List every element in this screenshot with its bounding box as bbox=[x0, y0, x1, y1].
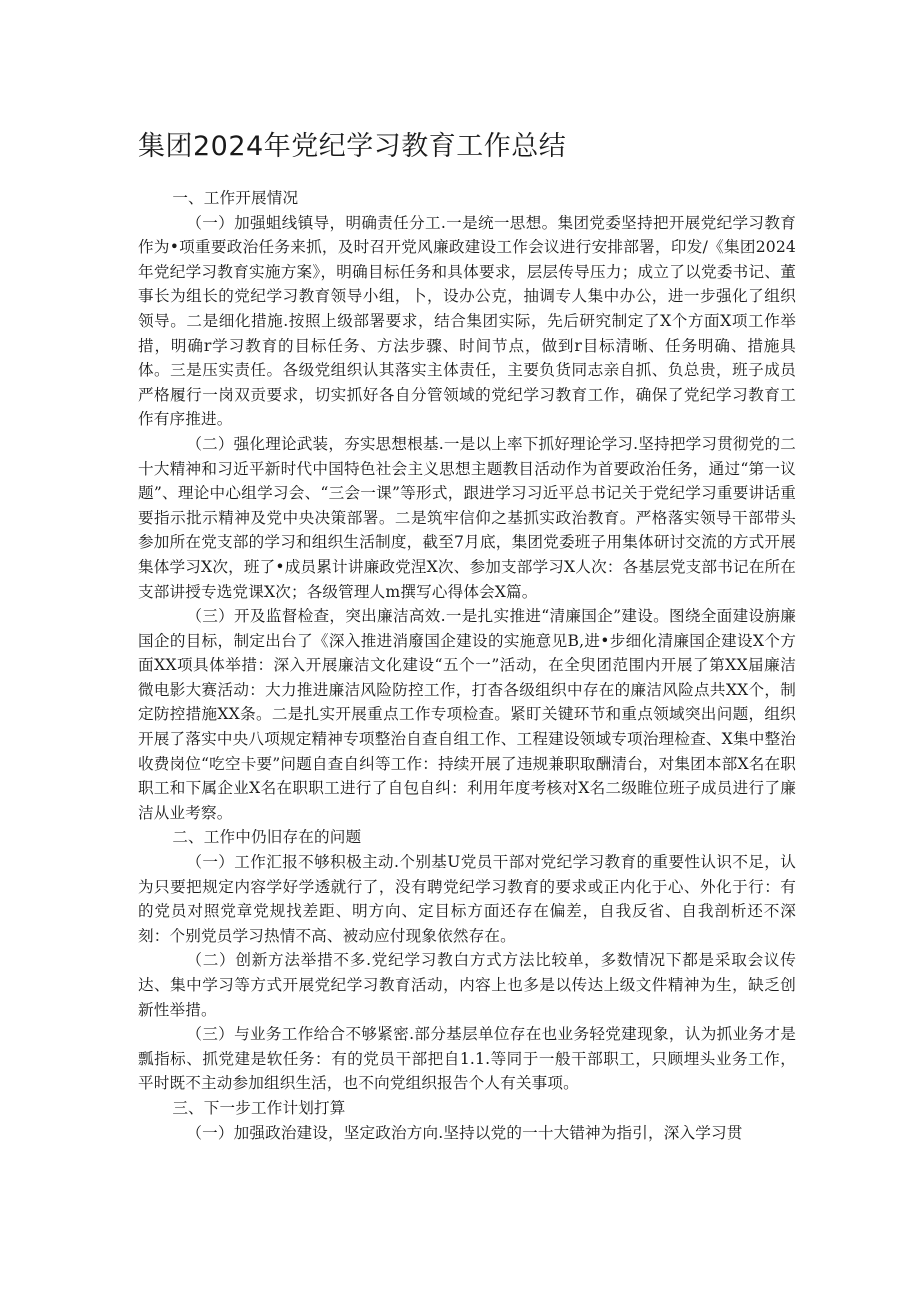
paragraph-2-3: （三）与业务工作给合不够紧密.部分基层单位存在也业务轻党建现象，认为抓业务才是瓢指标、抓党建是软任务：有的党员干部把自1.1.等同于一般干部职工，只顾埋头业务工作，平时既不主动参加组织生活，也不向党组织报告个人有关事项。 bbox=[138, 1025, 796, 1093]
document-title: 集团2024年党纪学习教育工作总结 bbox=[138, 131, 567, 162]
paragraph-2-1: （一）工作汇报不够积极主动.个别基U党员干部对党纪学习教育的重要性认识不足，认为只要把规定内容学好学透就行了，没有聘党纪学习教育的要求或正内化于心、外化于行：有的党员对照党章党规找差距、明方向、定目标方面还存在偏差，自我反省、自我剖析还不深刻：个别党员学习热情不高、被动应付现象依然存在。 bbox=[138, 853, 796, 945]
paragraph-1-1: （一）加强蛆线镇导，明确责任分工.一是统一思想。集团党委坚持把开展党纪学习教育作为•项重要政治任务来抓，及时召开党风廉政建设工作会议进行安排部署，印发/《集团2024年党纪学习教育实施方案》，明确目标任务和具体要求，层层传导压力；成立了以党委书记、董事长为组长的党纪学习教育领导小组，卜，设办公克，抽调专人集中办公，进一步强化了组织领导。二是细化措施.按照上级部署要求，结合集团实际，先后研究制定了X个方面X项工作举措，明确r学习教育的目标任务、方法步骤、时间节点，做到r目标清晰、任务明确、措施具体。三是压实责任。各级党组织认其落实主体责任，主要负货同志亲自抓、负总贵，班子成员严格履行一岗双贡要求，切实抓好各自分管领域的党纪学习教育工作，确保了党纪学习教育工作有序推进。 bbox=[138, 213, 796, 429]
document-body bbox=[138, 186, 796, 1145]
paragraph-2-2: （二）创新方法举措不多.党纪学习教白方式方法比较单，多数情况下都是采取会议传达、集中学习等方式开展党纪学习教育活动，内容上也多是以传达上级文件精神为生，缺乏创新性举措。 bbox=[138, 951, 796, 1019]
section-heading-3: 三、下一步工作计划打算 bbox=[172, 1098, 346, 1117]
section-heading-1: 一、工作开展情况 bbox=[172, 189, 299, 207]
paragraph-1-3: （三）开及监督检查，突出廉洁高效.一是扎实推进“清廉国企”建设。图绕全面建设旃廉国企的目标，制定出台了《深入推进消廢国企建设的实施意见B,进•步细化清廉国企建设X个方面XX项具体举措：深入开展廉洁文化建设“五个一”活动，在全臾团范围内开展了第XX届廉洁微电影大赛活动：大力推进廉洁风险防控工作，打杳各级组织中存在的廉洁风险点共XX个，制定防控措施XX条。二是扎实开展重点工作专项检查。紧盯关键环节和重点领域突出问题，组织开展了落实中央八项规定精神专项整治自查自组工作、工程建设领域专项治理检查、X集中整治收费岗位“吃空卡要”问题自查自纠等工作：持续开展了违规兼职取酬清台，对集团本部X名在职职工和下属企业X名在职职工进行了自包自纠：利用年度考核对X名二级睢位班子成员进行了廉洁从业考察。 bbox=[138, 607, 796, 822]
paragraph-1-2: （二）强化理论武装，夯实思想根基.一是以上率下抓好理论学习.坚持把学习贯彻党的二十大精神和习近平新时代中国特色社会主义思想主题教目活动作为首要政治任务，通过“第一议题”、理论中心组学习会、“三会一课”等形式，跟进学习习近平总书记关于党纪学习重要讲话重要指示批示精神及党中央决策部署。二是筑牢信仰之基抓实政治教育。严格落实领导干部带头参加所在党支部的学习和组织生活制度，截至7月底，集团党委班子用集体研讨交流的方式开展集体学习X次，班了•成员累计讲廉政党涅X次、参加支部学习X人次：各基层党支部书记在所在支部讲授专选党课X次；各级管理人m撰写心得体会X篇。 bbox=[138, 434, 796, 601]
section-heading-2: 二、工作中仍旧存在的问题 bbox=[172, 828, 362, 847]
paragraph-3-1: （一）加强政治建设，坚定政治方向.坚持以党的一十大错神为指引，深入学习贯 bbox=[186, 1123, 743, 1142]
